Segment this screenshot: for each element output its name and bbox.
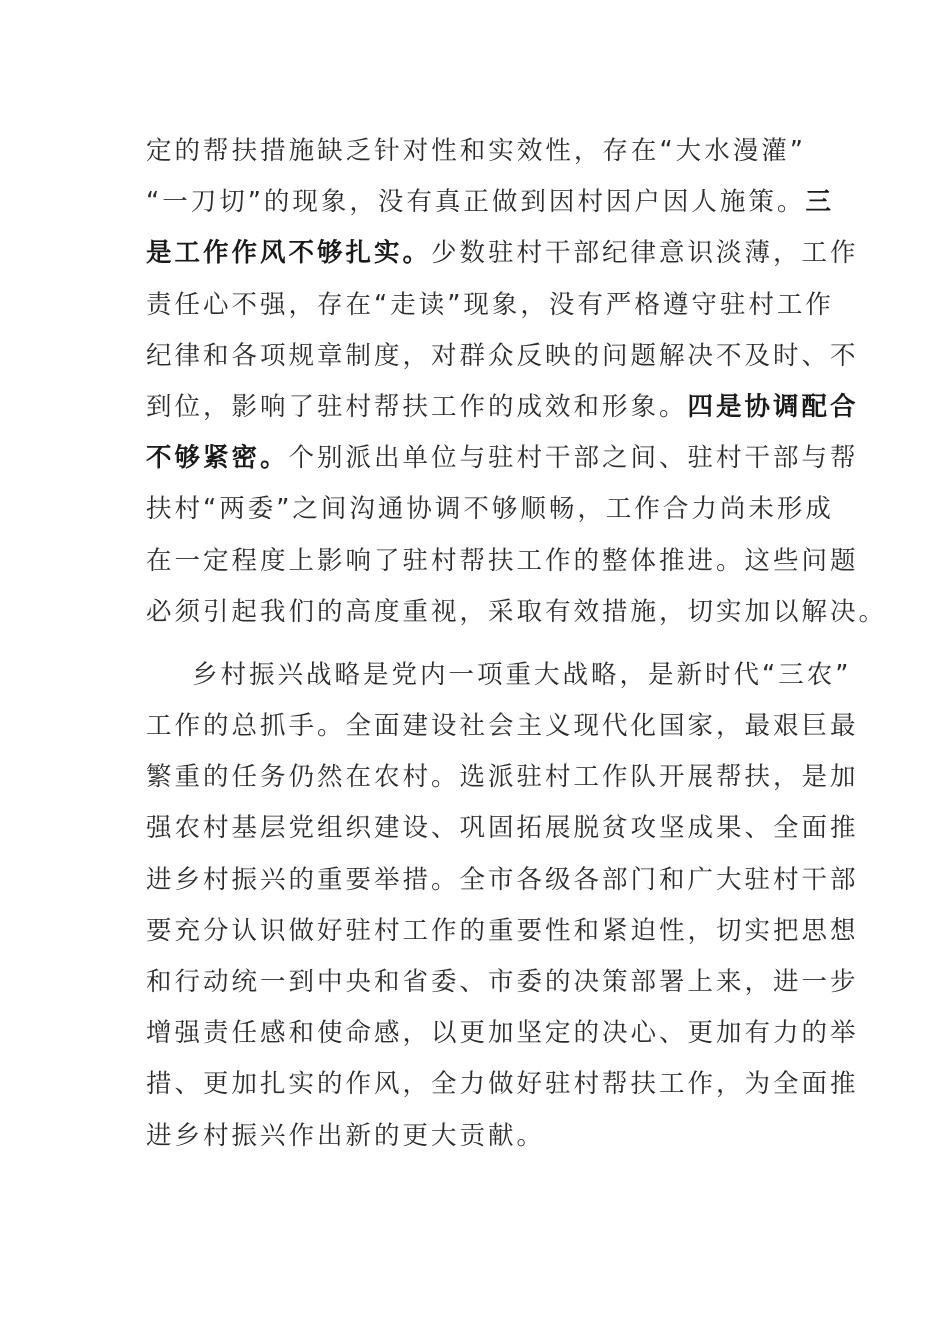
text-line: 是工作作风不够扎实。少数驻村干部纪律意识淡薄，工作 <box>146 238 859 269</box>
text-line: 乡村振兴战略是党内一项重大战略，是新时代“三农” <box>192 659 852 690</box>
text-line: 繁重的任务仍然在农村。选派驻村工作队开展帮扶，是加 <box>146 762 859 793</box>
text-line: 和行动统一到中央和省委、市委的决策部署上来，进一步 <box>146 967 859 997</box>
bold-heading-coordination: 四是协调配合 <box>687 391 859 422</box>
paragraph-rural-revitalization <box>146 650 859 1162</box>
text-line: 不够紧密。个别派出单位与驻村干部之间、驻村干部与帮 <box>146 443 859 474</box>
document-body <box>146 126 888 1162</box>
paragraph-problems <box>146 126 888 638</box>
text-line: 进乡村振兴的重要举措。全市各级各部门和广大驻村干部 <box>146 864 859 895</box>
text-line: 措、更加扎实的作风，全力做好驻村帮扶工作，为全面推 <box>146 1069 859 1100</box>
paragraph-spacing <box>146 638 806 650</box>
text-line: 必须引起我们的高度重视，采取有效措施，切实加以解决。 <box>146 596 888 627</box>
text-line: 到位，影响了驻村帮扶工作的成效和形象。四是协调配合 <box>146 391 859 422</box>
bold-heading-work-style: 三 <box>805 187 834 218</box>
text-line: 责任心不强，存在“走读”现象，没有严格遵守驻村工作 <box>146 289 834 320</box>
text-line: 定的帮扶措施缺乏针对性和实效性，存在“大水漫灌” <box>146 136 806 166</box>
text-line: 扶村“两委”之间沟通协调不够顺畅，工作合力尚未形成 <box>146 494 834 525</box>
text-line: 增强责任感和使命感，以更加坚定的决心、更加有力的举 <box>146 1018 859 1049</box>
text-line: 工作的总抓手。全面建设社会主义现代化国家，最艰巨最 <box>146 711 859 742</box>
text-line: 纪律和各项规章制度，对群众反映的问题解决不及时、不 <box>146 340 859 371</box>
text-line: “一刀切”的现象，没有真正做到因村因户因人施策。三 <box>146 187 834 218</box>
bold-heading-work-style: 是工作作风不够扎实。 <box>146 238 432 269</box>
text-line: 强农村基层党组织建设、巩固拓展脱贫攻坚成果、全面推 <box>146 813 859 844</box>
text-line: 在一定程度上影响了驻村帮扶工作的整体推进。这些问题 <box>146 545 859 576</box>
text-line: 进乡村振兴作出新的更大贡献。 <box>146 1120 546 1151</box>
text-line: 要充分认识做好驻村工作的重要性和紧迫性，切实把思想 <box>146 915 859 946</box>
bold-heading-coordination: 不够紧密。 <box>146 443 289 474</box>
